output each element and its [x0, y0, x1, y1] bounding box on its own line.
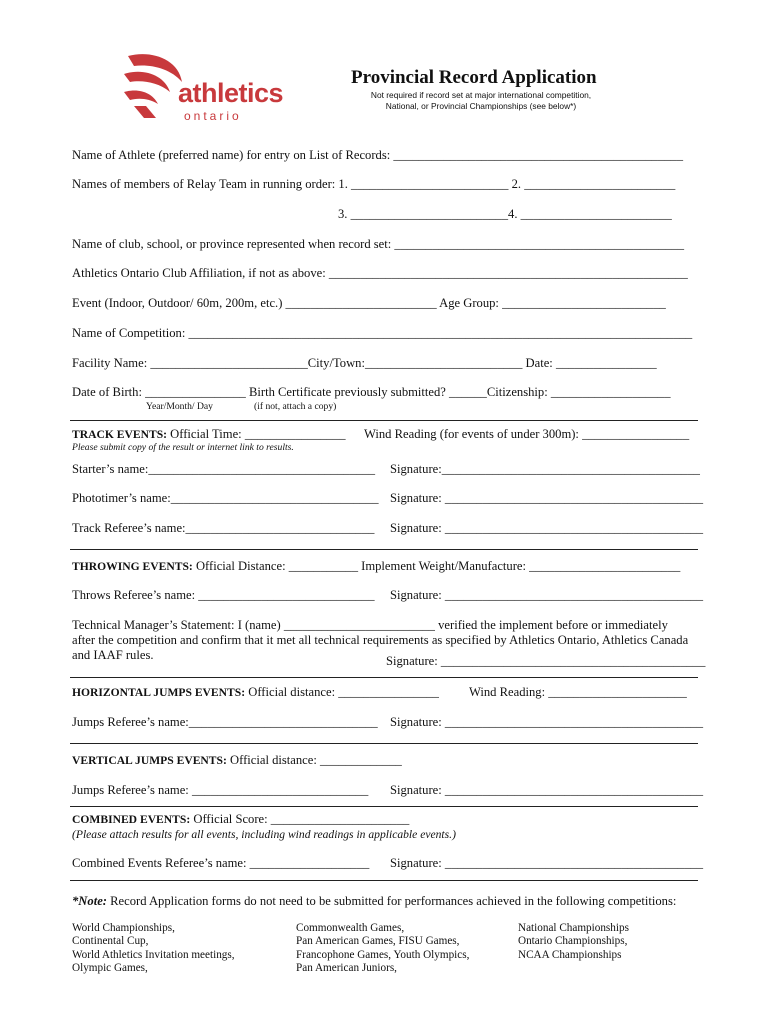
vertical-jumps-row — [72, 753, 402, 768]
date-of-birth-hint: Year/Month/ Day — [146, 401, 213, 412]
horizontal-jumps-row — [72, 685, 439, 700]
birth-certificate-hint: (if not, attach a copy) — [254, 401, 337, 412]
throwing-events-row — [72, 559, 680, 574]
page-subtitle-line-1: Not required if record set at major international competition, — [370, 90, 592, 100]
combined-events-row — [72, 812, 409, 827]
list-item: Continental Cup, — [72, 935, 149, 948]
competitions-column-3 — [518, 922, 698, 962]
note-text: Record Application forms do not need to be submitted for performances achieved in the following competitions: — [106, 894, 677, 908]
section-divider — [70, 806, 698, 807]
technical-manager-signature-field[interactable]: Signature: __________________________________________ — [386, 654, 706, 668]
horizontal-wind-reading-field[interactable]: Wind Reading: ______________________ — [469, 685, 687, 699]
starter-signature-field[interactable]: Signature:_________________________________________ — [390, 462, 700, 476]
throws-referee-signature-field[interactable]: Signature: _________________________________________ — [390, 588, 704, 602]
athlete-name-field[interactable]: Name of Athlete (preferred name) for entry on List of Records: ______________________________________________ — [72, 148, 684, 162]
horizontal-referee-name-field[interactable]: Jumps Referee’s name:______________________________ — [72, 715, 378, 729]
track-events-heading: TRACK EVENTS: — [72, 428, 168, 441]
date-of-birth-field[interactable]: Date of Birth: ________________ Birth Certificate previously submitted? ______Citizenship: ___________________ — [72, 385, 671, 399]
official-score-field[interactable]: Official Score: ______________________ — [190, 812, 410, 826]
official-distance-field[interactable]: Official Distance: ___________ Implement Weight/Manufacture: ________________________ — [192, 559, 681, 573]
competitions-column-1 — [72, 922, 282, 976]
list-item: World Championships, — [72, 922, 175, 934]
section-divider — [70, 880, 698, 881]
track-referee-name-field[interactable]: Track Referee’s name:______________________________ — [72, 521, 375, 535]
list-item: Olympic Games, — [72, 962, 148, 975]
section-divider — [70, 420, 698, 421]
official-time-field[interactable]: Official Time: ________________ — [167, 427, 346, 441]
throwing-events-heading: THROWING EVENTS: — [72, 560, 193, 573]
track-referee-signature-field[interactable]: Signature: _________________________________________ — [390, 521, 704, 535]
horizontal-referee-signature-field[interactable]: Signature: _________________________________________ — [390, 715, 704, 729]
page-title: Provincial Record Application — [351, 67, 597, 88]
competitions-column-2 — [296, 922, 506, 976]
club-affiliation-field[interactable]: Athletics Ontario Club Affiliation, if not as above: _________________________________________________________ — [72, 266, 688, 280]
section-divider — [70, 743, 698, 744]
list-item: Francophone Games, Youth Olympics, — [296, 948, 470, 961]
vertical-jumps-heading: VERTICAL JUMPS EVENTS: — [72, 754, 227, 767]
throws-referee-name-field[interactable]: Throws Referee’s name: ____________________________ — [72, 588, 375, 602]
list-item: Ontario Championships, — [518, 935, 628, 948]
list-item: Commonwealth Games, — [296, 922, 405, 934]
combined-events-note: (Please attach results for all events, including wind readings in applicable events.) — [72, 828, 456, 841]
combined-referee-name-field[interactable]: Combined Events Referee’s name: ___________________ — [72, 856, 370, 870]
facility-field[interactable]: Facility Name: _________________________City/Town:_________________________ Date: ________________ — [72, 356, 657, 370]
combined-events-heading: COMBINED EVENTS: — [72, 813, 191, 826]
logo-wordmark: athletics — [178, 78, 284, 108]
relay-team-field-2[interactable]: 3. _________________________4. ________________________ — [338, 207, 672, 221]
horizontal-official-distance-field[interactable]: Official distance: ________________ — [245, 685, 439, 699]
section-divider — [70, 549, 698, 550]
competition-field[interactable]: Name of Competition: ________________________________________________________________________________ — [72, 326, 693, 340]
list-item: Pan American Juniors, — [296, 962, 397, 975]
page-subtitle-line-2: National, or Provincial Championships (see below*) — [385, 101, 577, 111]
vertical-referee-name-field[interactable]: Jumps Referee’s name: ____________________________ — [72, 783, 369, 797]
technical-manager-statement-2: after the competition and confirm that it met all technical requirements as specified by Athletics Ontario, Athletics Canada — [72, 633, 689, 647]
technical-manager-statement-1[interactable]: Technical Manager’s Statement: I (name) ________________________ verified the implement before or immediately — [72, 618, 668, 632]
section-divider — [70, 677, 698, 678]
athletics-ontario-logo — [120, 48, 295, 128]
track-events-row — [72, 427, 346, 442]
logo-subtitle: ontario — [184, 109, 242, 123]
horizontal-jumps-heading: HORIZONTAL JUMPS EVENTS: — [72, 686, 246, 699]
club-field[interactable]: Name of club, school, or province represented when record set: ______________________________________________ — [72, 237, 685, 251]
list-item: World Athletics Invitation meetings, — [72, 948, 235, 961]
phototimer-signature-field[interactable]: Signature: _________________________________________ — [390, 491, 704, 505]
phototimer-name-field[interactable]: Phototimer’s name:_________________________________ — [72, 491, 379, 505]
technical-manager-statement-3: and IAAF rules. — [72, 648, 154, 662]
wind-reading-field[interactable]: Wind Reading (for events of under 300m): _________________ — [364, 427, 690, 441]
relay-team-field-1[interactable]: Names of members of Relay Team in running order: 1. _________________________ 2. ________________________ — [72, 177, 676, 191]
combined-referee-signature-field[interactable]: Signature: _________________________________________ — [390, 856, 704, 870]
event-field[interactable]: Event (Indoor, Outdoor/ 60m, 200m, etc.) ________________________ Age Group: __________________________ — [72, 296, 666, 310]
list-item: NCAA Championships — [518, 948, 622, 961]
list-item: Pan American Games, FISU Games, — [296, 935, 460, 948]
track-results-note: Please submit copy of the result or internet link to results. — [72, 442, 294, 453]
vertical-official-distance-field[interactable]: Official distance: _____________ — [226, 753, 402, 767]
list-item: National Championships — [518, 922, 629, 934]
exemption-note — [72, 894, 676, 909]
vertical-referee-signature-field[interactable]: Signature: _________________________________________ — [390, 783, 704, 797]
starter-name-field[interactable]: Starter’s name:____________________________________ — [72, 462, 376, 476]
note-label: *Note: — [72, 894, 107, 908]
